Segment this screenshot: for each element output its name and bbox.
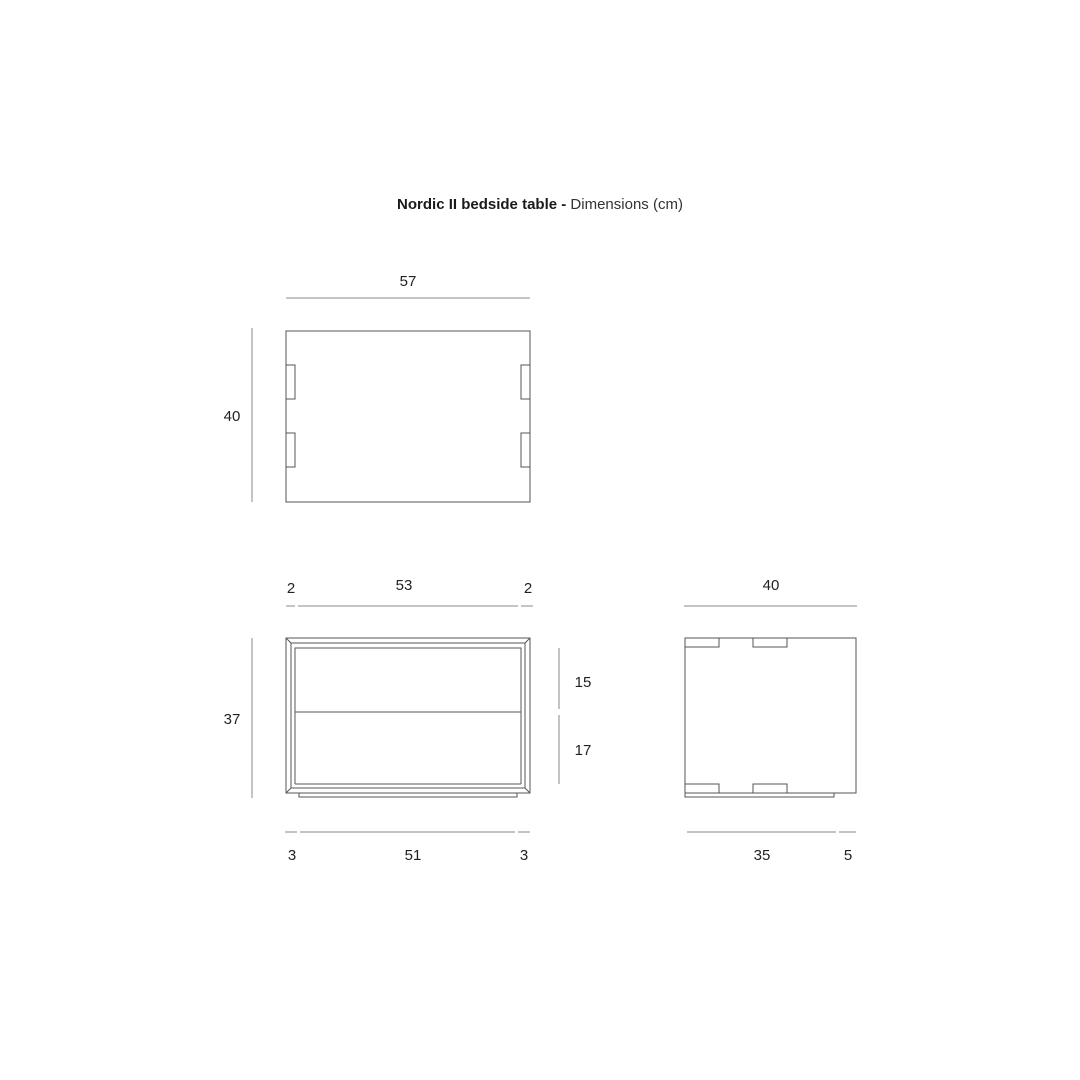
side-view-base	[685, 793, 834, 797]
side-depth-label: 40	[762, 577, 780, 594]
front-bottom-width-label: 51	[404, 847, 422, 864]
top-view-notch-right-lower	[521, 433, 530, 467]
front-top-left-label: 2	[286, 580, 296, 597]
front-bevel-bottom-left	[286, 788, 291, 793]
front-bevel-top-right	[525, 638, 530, 643]
front-view	[224, 577, 592, 864]
front-lower-height-label: 17	[574, 742, 592, 759]
front-height-label: 37	[223, 711, 241, 728]
front-drawer-height-label: 15	[574, 674, 592, 691]
front-bottom-right-label: 3	[519, 847, 529, 864]
top-view-width-label: 57	[399, 273, 417, 290]
front-top-right-label: 2	[523, 580, 533, 597]
top-view-notch-right-upper	[521, 365, 530, 399]
top-view-notch-left-lower	[286, 433, 295, 467]
side-view-outline	[685, 638, 856, 793]
top-view-depth-label: 40	[223, 408, 241, 425]
front-bottom-left-label: 3	[287, 847, 297, 864]
front-view-inner-frame	[291, 643, 525, 788]
side-view-notch-bottom-middle	[753, 784, 787, 793]
top-view-outline	[286, 331, 530, 502]
side-view-notch-bottom-left	[685, 784, 719, 793]
side-view-notch-top-middle	[753, 638, 787, 647]
front-view-base	[299, 793, 517, 797]
side-view-notch-top-left	[685, 638, 719, 647]
side-base-depth-label: 35	[753, 847, 771, 864]
front-bevel-top-left	[286, 638, 291, 643]
front-view-outer-frame	[286, 638, 530, 793]
front-top-width-label: 53	[395, 577, 413, 594]
side-view	[684, 577, 857, 864]
top-view-notch-left-upper	[286, 365, 295, 399]
front-view-drawer	[295, 648, 521, 712]
title-subtitle: Dimensions (cm)	[570, 196, 683, 213]
front-bevel-bottom-right	[525, 788, 530, 793]
top-view	[224, 273, 530, 502]
side-offset-label: 5	[843, 847, 853, 864]
title-product: Nordic II bedside table -	[397, 196, 567, 213]
